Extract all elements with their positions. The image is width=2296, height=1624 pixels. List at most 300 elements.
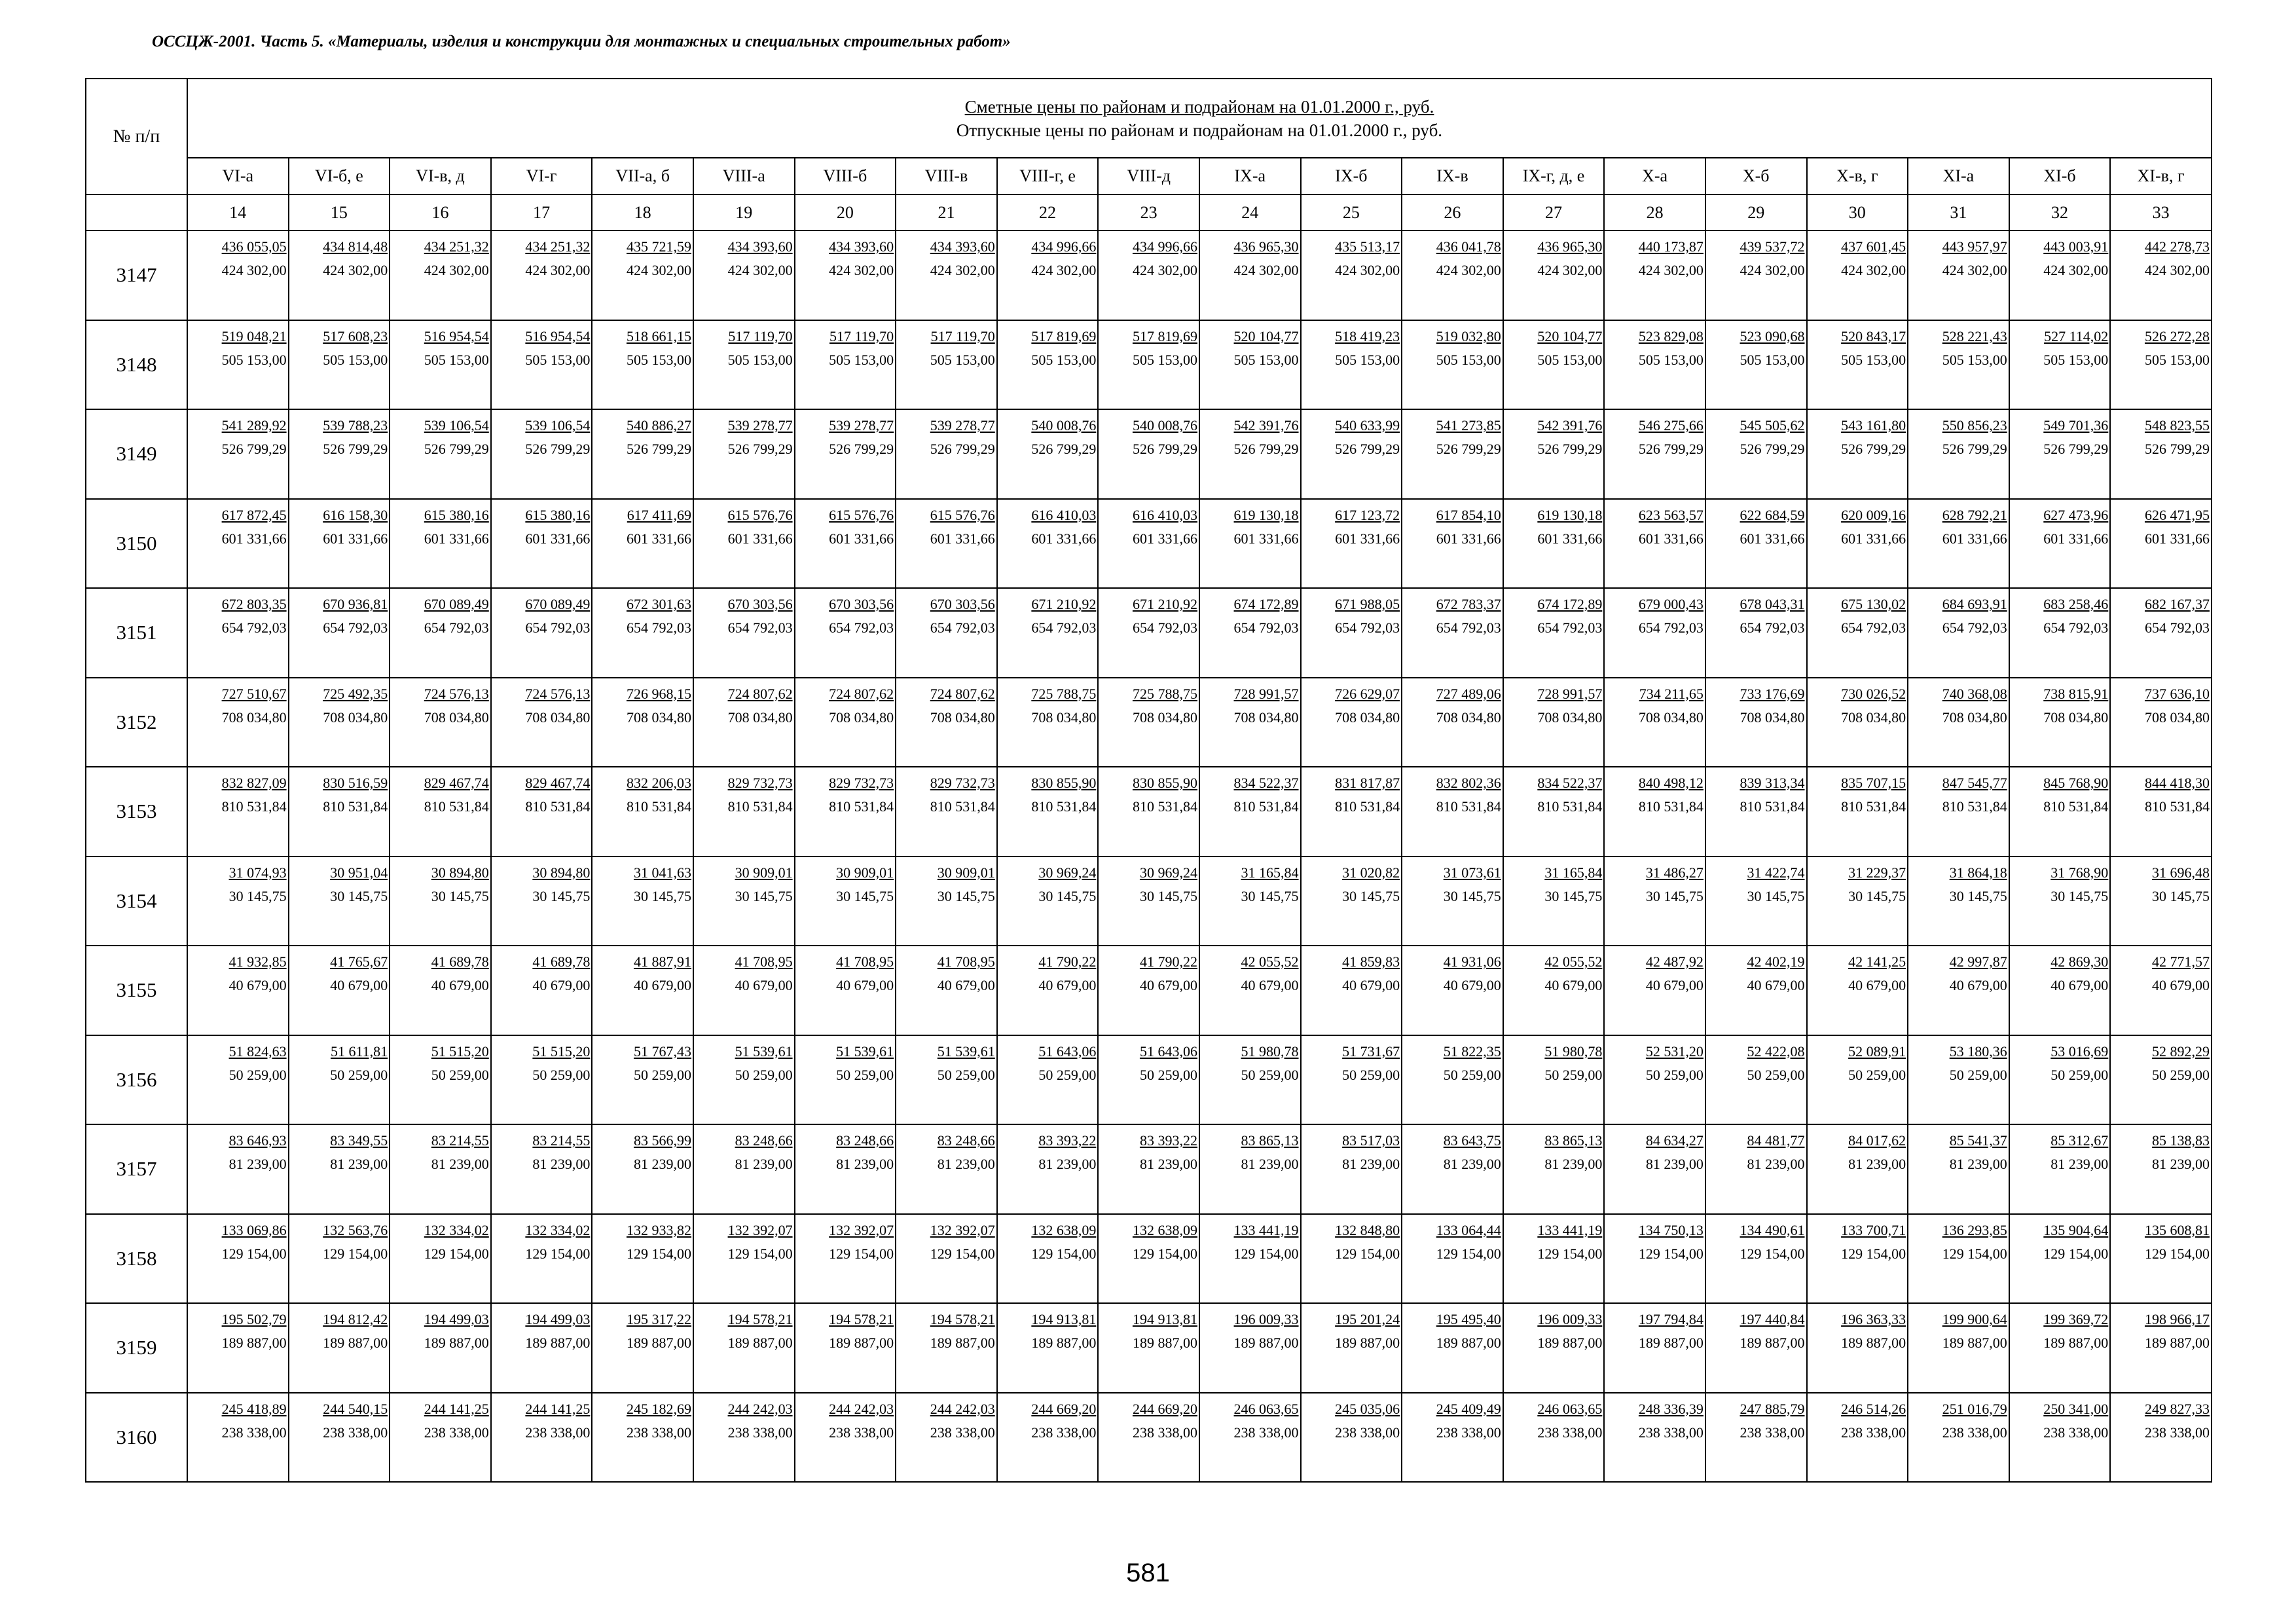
estimate-price-title: Сметные цены по районам и подрайонам на 01.01.2000 г., руб. <box>964 96 1434 117</box>
release-price: 526 799,29 <box>829 441 894 457</box>
row-number: 3150 <box>86 499 187 589</box>
release-price: 810 531,84 <box>1031 798 1097 815</box>
price-cell <box>1199 231 1301 320</box>
estimate-price: 516 954,54 <box>525 327 591 344</box>
release-price: 50 259,00 <box>330 1066 388 1083</box>
release-price: 810 531,84 <box>1537 798 1603 815</box>
estimate-price: 523 829,08 <box>1638 327 1704 344</box>
estimate-price: 31 074,93 <box>228 864 287 881</box>
price-cell <box>491 946 592 1035</box>
price-cell <box>289 588 390 678</box>
price-cell <box>896 409 997 499</box>
price-cell <box>2009 499 2111 589</box>
price-cell <box>289 320 390 410</box>
estimate-price: 134 750,13 <box>1638 1221 1704 1238</box>
release-price: 40 679,00 <box>1342 977 1400 993</box>
release-price: 50 259,00 <box>735 1066 793 1083</box>
price-cell <box>2110 1035 2212 1125</box>
column-number: 26 <box>1402 194 1503 231</box>
release-price: 601 331,66 <box>930 530 995 547</box>
estimate-price: 619 130,18 <box>1537 506 1603 523</box>
estimate-price: 41 689,78 <box>532 953 591 970</box>
price-cell <box>491 320 592 410</box>
estimate-price: 528 221,43 <box>1942 327 2007 344</box>
column-number: 30 <box>1807 194 1908 231</box>
estimate-price: 616 158,30 <box>323 506 388 523</box>
release-price: 601 331,66 <box>1841 530 1906 547</box>
release-price: 526 799,29 <box>1740 441 1805 457</box>
table-row <box>86 588 2212 678</box>
price-cell <box>896 678 997 767</box>
estimate-price: 728 991,57 <box>1537 685 1603 702</box>
price-cell <box>1301 1393 1402 1483</box>
price-cell <box>187 231 289 320</box>
price-cell <box>2110 1124 2212 1214</box>
estimate-price: 435 721,59 <box>626 238 691 255</box>
release-price: 129 154,00 <box>1335 1245 1400 1262</box>
release-price: 189 887,00 <box>221 1335 287 1351</box>
price-cell <box>1402 857 1503 946</box>
estimate-price: 616 410,03 <box>1132 506 1197 523</box>
estimate-price: 134 490,61 <box>1740 1221 1805 1238</box>
column-number-blank <box>86 194 187 231</box>
estimate-price: 83 865,13 <box>1544 1132 1603 1149</box>
price-cell <box>491 767 592 857</box>
region-header: IX-б <box>1301 158 1402 194</box>
release-price: 129 154,00 <box>221 1245 287 1262</box>
price-cell <box>1807 499 1908 589</box>
table-row <box>86 231 2212 320</box>
estimate-price: 42 487,92 <box>1645 953 1704 970</box>
price-cell <box>997 1393 1099 1483</box>
release-price: 129 154,00 <box>1031 1245 1097 1262</box>
release-price: 50 259,00 <box>1949 1066 2007 1083</box>
release-price: 505 153,00 <box>1740 351 1805 368</box>
price-cell <box>997 946 1099 1035</box>
release-price: 505 153,00 <box>424 351 489 368</box>
release-price: 708 034,80 <box>1233 709 1299 726</box>
price-cell <box>896 499 997 589</box>
price-cell <box>289 678 390 767</box>
region-header: VII-а, б <box>592 158 693 194</box>
release-price: 189 887,00 <box>727 1335 793 1351</box>
estimate-price: 672 803,35 <box>221 596 287 612</box>
price-cell <box>795 1035 896 1125</box>
release-price: 810 531,84 <box>727 798 793 815</box>
estimate-price: 439 537,72 <box>1740 238 1805 255</box>
release-price: 50 259,00 <box>937 1066 995 1083</box>
release-price: 50 259,00 <box>1747 1066 1805 1083</box>
region-header: X-в, г <box>1807 158 1908 194</box>
estimate-price: 41 765,67 <box>330 953 388 970</box>
price-cell <box>1908 946 2009 1035</box>
price-cell <box>592 499 693 589</box>
release-price: 708 034,80 <box>727 709 793 726</box>
column-number: 28 <box>1604 194 1705 231</box>
estimate-price: 194 499,03 <box>525 1311 591 1327</box>
estimate-price: 726 968,15 <box>626 685 691 702</box>
estimate-price: 196 009,33 <box>1537 1311 1603 1327</box>
price-cell <box>491 857 592 946</box>
release-price: 189 887,00 <box>1537 1335 1603 1351</box>
estimate-price: 615 576,76 <box>727 506 793 523</box>
release-price: 81 239,00 <box>1443 1156 1501 1172</box>
estimate-price: 670 089,49 <box>525 596 591 612</box>
release-price: 810 531,84 <box>1335 798 1400 815</box>
release-price: 601 331,66 <box>323 530 388 547</box>
estimate-price: 671 210,92 <box>1132 596 1197 612</box>
column-number: 24 <box>1199 194 1301 231</box>
region-header: VI-а <box>187 158 289 194</box>
price-cell <box>1199 588 1301 678</box>
price-cell <box>1098 1393 1199 1483</box>
estimate-price: 83 393,22 <box>1038 1132 1097 1149</box>
price-cell <box>1705 1303 1807 1393</box>
estimate-price: 52 892,29 <box>2151 1043 2210 1060</box>
price-cell <box>2110 499 2212 589</box>
price-cell <box>693 231 795 320</box>
release-price: 40 679,00 <box>1848 977 1906 993</box>
price-cell <box>1807 320 1908 410</box>
price-cell <box>896 1124 997 1214</box>
release-price: 708 034,80 <box>323 709 388 726</box>
price-cell <box>2009 1124 2111 1214</box>
price-cell <box>1604 1214 1705 1304</box>
price-cell <box>693 1303 795 1393</box>
estimate-price: 835 707,15 <box>1841 775 1906 791</box>
estimate-price: 670 936,81 <box>323 596 388 612</box>
release-price: 129 154,00 <box>727 1245 793 1262</box>
estimate-price: 847 545,77 <box>1942 775 2007 791</box>
release-price: 654 792,03 <box>221 619 287 636</box>
estimate-price: 724 807,62 <box>930 685 995 702</box>
estimate-price: 31 165,84 <box>1544 864 1603 881</box>
row-number: 3160 <box>86 1393 187 1483</box>
price-cell <box>1705 678 1807 767</box>
release-price: 81 239,00 <box>836 1156 894 1172</box>
estimate-price: 42 141,25 <box>1848 953 1906 970</box>
price-cell <box>187 320 289 410</box>
release-price: 129 154,00 <box>424 1245 489 1262</box>
release-price: 424 302,00 <box>1942 262 2007 278</box>
price-cell <box>1705 231 1807 320</box>
release-price: 238 338,00 <box>1841 1424 1906 1441</box>
price-cell <box>795 499 896 589</box>
price-cell <box>1908 767 2009 857</box>
release-price: 30 145,75 <box>532 887 591 904</box>
estimate-price: 132 334,02 <box>424 1221 489 1238</box>
row-number: 3152 <box>86 678 187 767</box>
region-header: XI-в, г <box>2110 158 2212 194</box>
region-header: VI-б, е <box>289 158 390 194</box>
release-price: 129 154,00 <box>829 1245 894 1262</box>
price-cell <box>1807 588 1908 678</box>
estimate-price: 830 855,90 <box>1132 775 1197 791</box>
estimate-price: 52 531,20 <box>1645 1043 1704 1060</box>
estimate-price: 672 783,37 <box>1436 596 1501 612</box>
price-cell <box>187 1124 289 1214</box>
release-price: 601 331,66 <box>1436 530 1501 547</box>
price-cell <box>1098 857 1199 946</box>
price-cell <box>1705 1035 1807 1125</box>
estimate-price: 542 391,76 <box>1233 417 1299 434</box>
region-header: VI-г <box>491 158 592 194</box>
release-price: 601 331,66 <box>2144 530 2210 547</box>
release-price: 129 154,00 <box>2043 1245 2109 1262</box>
estimate-price: 51 643,06 <box>1139 1043 1197 1060</box>
price-cell <box>693 320 795 410</box>
price-cell <box>1301 1124 1402 1214</box>
estimate-price: 245 035,06 <box>1335 1400 1400 1417</box>
price-cell <box>795 767 896 857</box>
release-price: 708 034,80 <box>2144 709 2210 726</box>
estimate-price: 83 248,66 <box>836 1132 894 1149</box>
price-cell <box>1199 1124 1301 1214</box>
release-price: 30 145,75 <box>1645 887 1704 904</box>
release-price: 654 792,03 <box>930 619 995 636</box>
price-cell <box>896 320 997 410</box>
table-row <box>86 1124 2212 1214</box>
estimate-price: 516 954,54 <box>424 327 489 344</box>
estimate-price: 616 410,03 <box>1031 506 1097 523</box>
price-cell <box>289 946 390 1035</box>
price-cell <box>1098 1214 1199 1304</box>
price-cell <box>1908 588 2009 678</box>
estimate-price: 41 887,91 <box>633 953 691 970</box>
release-price: 810 531,84 <box>424 798 489 815</box>
release-price: 189 887,00 <box>1031 1335 1097 1351</box>
running-header: ОССЦЖ-2001. Часть 5. «Материалы, изделия и конструкции для монтажных и специальных строительных работ» <box>152 33 1011 50</box>
estimate-price: 31 422,74 <box>1747 864 1805 881</box>
price-cell <box>1705 499 1807 589</box>
estimate-price: 132 392,07 <box>930 1221 995 1238</box>
release-price: 30 145,75 <box>330 887 388 904</box>
release-price: 424 302,00 <box>829 262 894 278</box>
estimate-price: 30 909,01 <box>836 864 894 881</box>
estimate-price: 670 303,56 <box>930 596 995 612</box>
release-price: 424 302,00 <box>1233 262 1299 278</box>
price-cell <box>693 767 795 857</box>
estimate-price: 195 317,22 <box>626 1311 691 1327</box>
region-header: VIII-д <box>1098 158 1199 194</box>
price-cell <box>289 409 390 499</box>
estimate-price: 246 063,65 <box>1233 1400 1299 1417</box>
estimate-price: 83 517,03 <box>1342 1132 1400 1149</box>
estimate-price: 51 767,43 <box>633 1043 691 1060</box>
release-price: 654 792,03 <box>2144 619 2210 636</box>
column-number: 21 <box>896 194 997 231</box>
price-cell <box>289 1214 390 1304</box>
price-cell <box>2110 857 2212 946</box>
release-price: 505 153,00 <box>626 351 691 368</box>
estimate-price: 199 900,64 <box>1942 1311 2007 1327</box>
price-cell <box>187 767 289 857</box>
release-price: 189 887,00 <box>2144 1335 2210 1351</box>
price-cell <box>795 1303 896 1393</box>
estimate-price: 83 248,66 <box>937 1132 995 1149</box>
estimate-price: 194 578,21 <box>930 1311 995 1327</box>
estimate-price: 684 693,91 <box>1942 596 2007 612</box>
release-price: 40 679,00 <box>330 977 388 993</box>
price-cell <box>1402 588 1503 678</box>
price-cell <box>1199 1035 1301 1125</box>
price-cell <box>289 1393 390 1483</box>
estimate-price: 728 991,57 <box>1233 685 1299 702</box>
estimate-price: 194 812,42 <box>323 1311 388 1327</box>
release-price: 424 302,00 <box>930 262 995 278</box>
release-price: 81 239,00 <box>633 1156 691 1172</box>
region-row <box>86 158 2212 194</box>
release-price: 505 153,00 <box>1233 351 1299 368</box>
price-cell <box>795 588 896 678</box>
estimate-price: 670 303,56 <box>727 596 793 612</box>
estimate-price: 830 855,90 <box>1031 775 1097 791</box>
release-price: 81 239,00 <box>1848 1156 1906 1172</box>
price-cell <box>2009 767 2111 857</box>
estimate-price: 245 418,89 <box>221 1400 287 1417</box>
price-cell <box>592 1124 693 1214</box>
price-cell <box>1705 946 1807 1035</box>
price-cell <box>693 1124 795 1214</box>
price-cell <box>997 857 1099 946</box>
price-cell <box>693 588 795 678</box>
estimate-price: 195 495,40 <box>1436 1311 1501 1327</box>
estimate-price: 30 951,04 <box>330 864 388 881</box>
estimate-price: 517 119,70 <box>728 327 793 344</box>
estimate-price: 31 020,82 <box>1342 864 1400 881</box>
release-price: 424 302,00 <box>727 262 793 278</box>
release-price: 30 145,75 <box>1544 887 1603 904</box>
release-price: 654 792,03 <box>1031 619 1097 636</box>
estimate-price: 832 802,36 <box>1436 775 1501 791</box>
price-cell <box>187 946 289 1035</box>
estimate-price: 834 522,37 <box>1537 775 1603 791</box>
estimate-price: 539 788,23 <box>323 417 388 434</box>
price-cell <box>1908 1303 2009 1393</box>
estimate-price: 84 481,77 <box>1747 1132 1805 1149</box>
release-price: 81 239,00 <box>1038 1156 1097 1172</box>
price-cell <box>1199 1303 1301 1393</box>
release-price: 81 239,00 <box>937 1156 995 1172</box>
price-cell <box>1098 1303 1199 1393</box>
price-cell <box>187 409 289 499</box>
release-price: 50 259,00 <box>228 1066 287 1083</box>
release-price: 654 792,03 <box>1537 619 1603 636</box>
release-price: 238 338,00 <box>1436 1424 1501 1441</box>
estimate-price: 829 732,73 <box>930 775 995 791</box>
estimate-price: 245 409,49 <box>1436 1400 1501 1417</box>
release-price: 189 887,00 <box>829 1335 894 1351</box>
release-price: 601 331,66 <box>1537 530 1603 547</box>
release-price: 708 034,80 <box>1132 709 1197 726</box>
release-price: 654 792,03 <box>1841 619 1906 636</box>
estimate-price: 196 009,33 <box>1233 1311 1299 1327</box>
price-cell <box>1301 409 1402 499</box>
estimate-price: 674 172,89 <box>1233 596 1299 612</box>
release-price: 30 145,75 <box>1747 887 1805 904</box>
price-cell <box>1604 1035 1705 1125</box>
release-price: 238 338,00 <box>626 1424 691 1441</box>
price-cell <box>1503 857 1605 946</box>
price-cell <box>1098 320 1199 410</box>
estimate-price: 244 242,03 <box>727 1400 793 1417</box>
price-cell <box>693 499 795 589</box>
price-cell <box>1503 320 1605 410</box>
estimate-price: 41 932,85 <box>228 953 287 970</box>
price-cell <box>390 231 491 320</box>
price-cell <box>491 588 592 678</box>
row-number: 3158 <box>86 1214 187 1304</box>
release-price: 708 034,80 <box>525 709 591 726</box>
release-price: 505 153,00 <box>1031 351 1097 368</box>
estimate-price: 85 138,83 <box>2151 1132 2210 1149</box>
price-cell <box>1908 1393 2009 1483</box>
region-header: XI-б <box>2009 158 2111 194</box>
release-price: 40 679,00 <box>1645 977 1704 993</box>
estimate-price: 734 211,65 <box>1639 685 1704 702</box>
release-price: 810 531,84 <box>525 798 591 815</box>
price-cell <box>2110 409 2212 499</box>
release-price: 505 153,00 <box>1132 351 1197 368</box>
price-cell <box>1301 1035 1402 1125</box>
column-number: 29 <box>1705 194 1807 231</box>
release-price: 654 792,03 <box>1942 619 2007 636</box>
price-cell <box>1301 767 1402 857</box>
release-price: 810 531,84 <box>829 798 894 815</box>
price-cell <box>1908 857 2009 946</box>
price-cell <box>795 231 896 320</box>
price-cell <box>2009 1035 2111 1125</box>
release-price: 50 259,00 <box>1645 1066 1704 1083</box>
row-number: 3156 <box>86 1035 187 1125</box>
estimate-price: 724 576,13 <box>424 685 489 702</box>
release-price: 601 331,66 <box>829 530 894 547</box>
release-price: 810 531,84 <box>323 798 388 815</box>
table-row <box>86 1393 2212 1483</box>
price-cell <box>1199 409 1301 499</box>
price-cell <box>1604 767 1705 857</box>
estimate-price: 539 278,77 <box>727 417 793 434</box>
price-cell <box>1402 1124 1503 1214</box>
release-price: 708 034,80 <box>2043 709 2109 726</box>
price-cell <box>1807 678 1908 767</box>
estimate-price: 738 815,91 <box>2043 685 2109 702</box>
release-price: 81 239,00 <box>1139 1156 1197 1172</box>
estimate-price: 83 643,75 <box>1443 1132 1501 1149</box>
price-cell <box>1604 678 1705 767</box>
release-price: 30 145,75 <box>1443 887 1501 904</box>
row-number: 3154 <box>86 857 187 946</box>
release-price: 189 887,00 <box>1132 1335 1197 1351</box>
price-cell <box>2009 678 2111 767</box>
price-cell <box>795 857 896 946</box>
release-price: 708 034,80 <box>1537 709 1603 726</box>
estimate-price: 51 539,61 <box>735 1043 793 1060</box>
estimate-price: 670 303,56 <box>829 596 894 612</box>
estimate-price: 31 768,90 <box>2050 864 2109 881</box>
price-cell <box>1807 857 1908 946</box>
estimate-price: 248 336,39 <box>1638 1400 1704 1417</box>
estimate-price: 615 576,76 <box>829 506 894 523</box>
estimate-price: 830 516,59 <box>323 775 388 791</box>
price-cell <box>693 409 795 499</box>
release-price: 30 145,75 <box>1139 887 1197 904</box>
price-cell <box>1098 946 1199 1035</box>
release-price: 30 145,75 <box>633 887 691 904</box>
price-cell <box>491 1393 592 1483</box>
release-price: 526 799,29 <box>1233 441 1299 457</box>
release-price: 654 792,03 <box>1335 619 1400 636</box>
